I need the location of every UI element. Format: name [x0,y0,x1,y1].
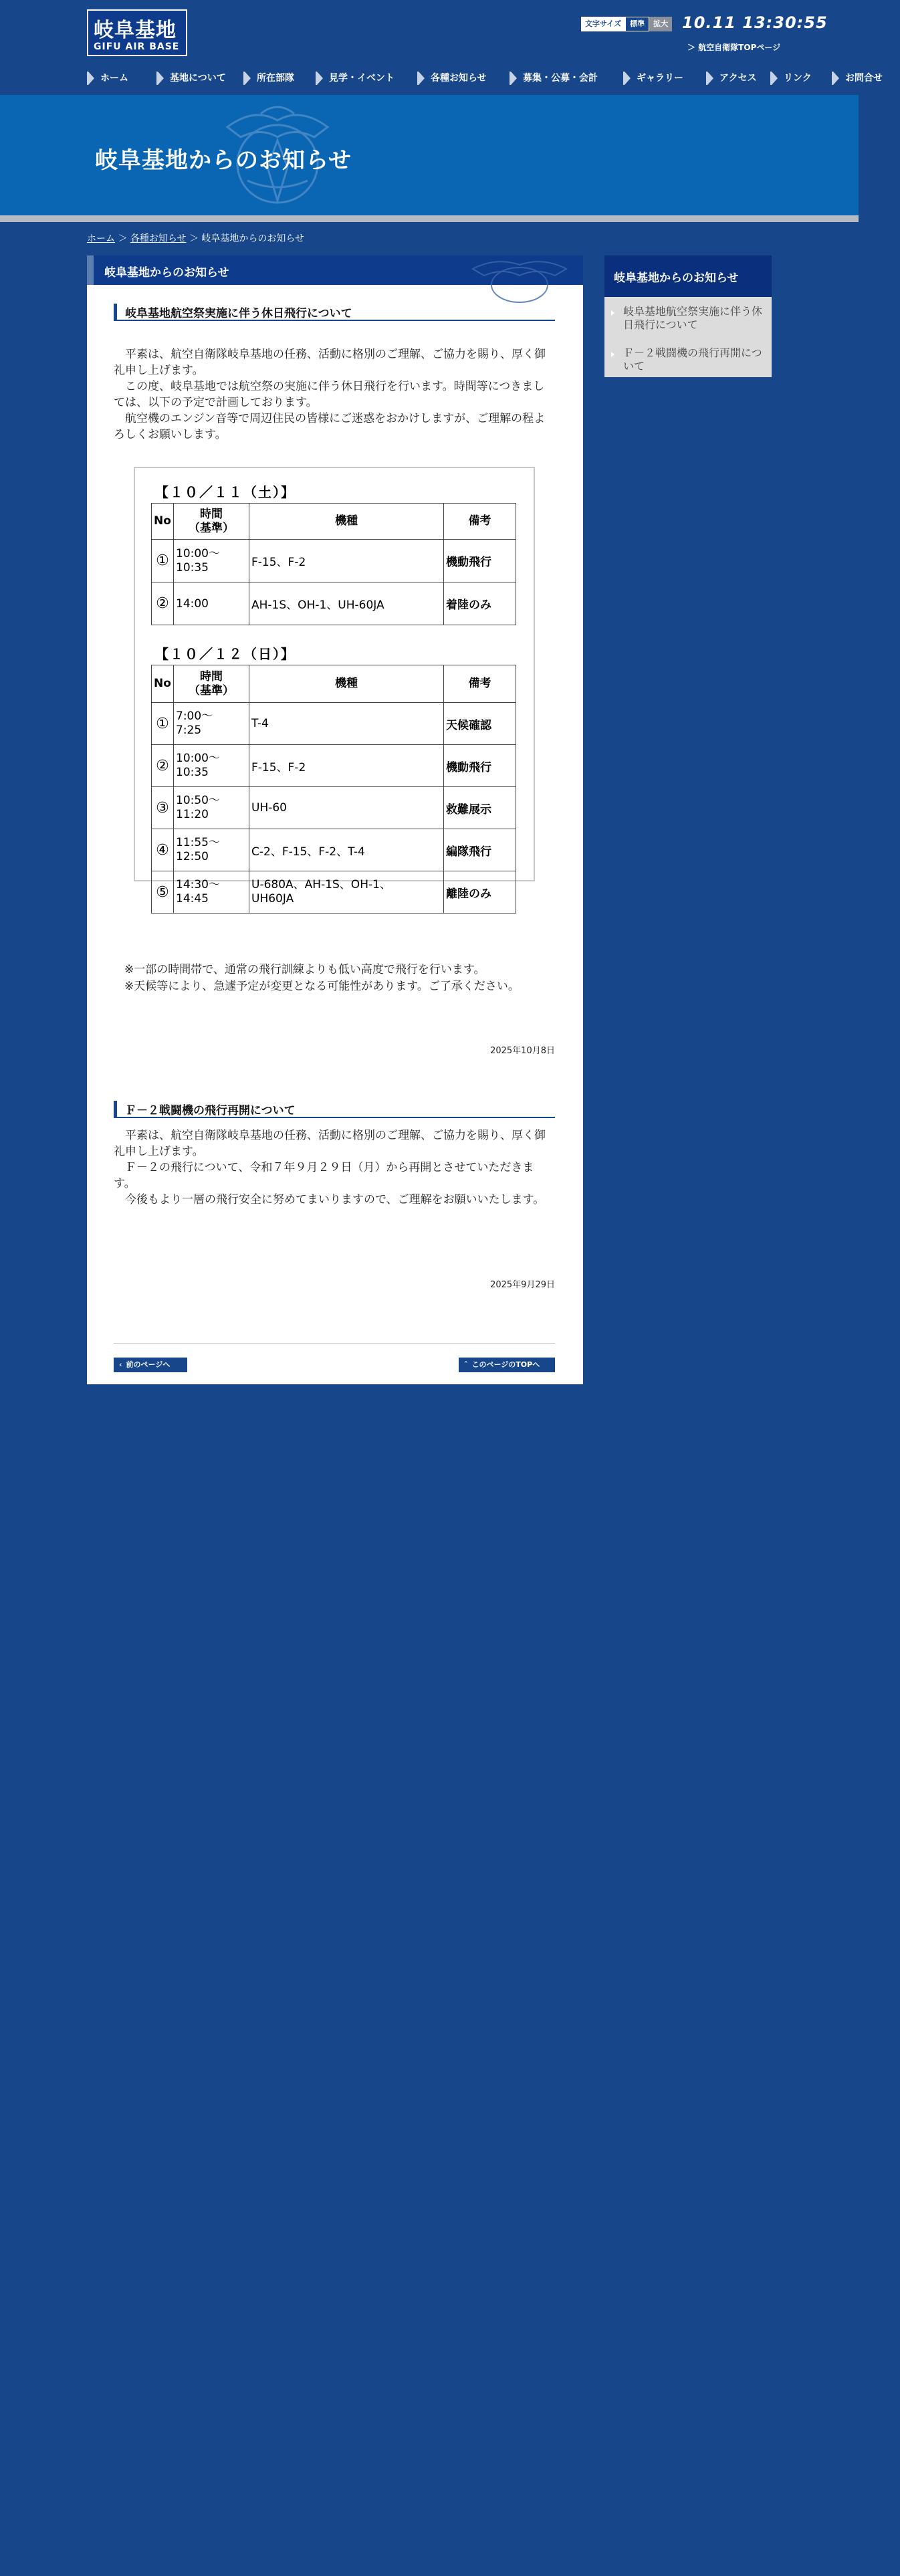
nav-notices[interactable] [417,70,510,87]
schedule-table [151,503,516,625]
side-menu-heading-text: 岐阜基地からのお知らせ [614,272,739,285]
nav-contact[interactable] [832,70,900,87]
main-content [87,255,583,1384]
breadcrumb-notices[interactable]: 各種お知らせ [130,233,187,244]
chevron-right-icon [611,352,614,357]
logo-english: GIFU AIR BASE [94,41,180,52]
note: ※天候等により、急遽予定が変更となる可能性があります。ご了承ください。 [124,980,520,993]
row-time: 7:00～ 7:25 [174,703,249,745]
col-header: 時間 （基準） [174,665,249,703]
side-menu-item-label: Ｆ－２戦闘機の飛行再開について [623,346,762,372]
side-menu-heading[interactable] [604,255,772,297]
logo-japanese: 岐阜基地 [94,19,177,42]
chevron-right-icon [245,72,251,85]
breadcrumb [87,231,304,245]
row-remark: 機動飛行 [444,540,516,582]
nav-label: アクセス [719,73,757,84]
row-aircraft: F-15、F-2 [249,745,444,787]
note: ※一部の時間帯で、通常の飛行訓練よりも低い高度で飛行を行います。 [124,963,485,976]
clock: 10.11 13:30:55 [682,13,828,32]
schedule-notes [124,962,552,995]
chevron-right-icon [833,72,839,85]
chevron-right-icon [88,72,94,85]
chevron-right-icon [317,72,323,85]
article-paragraph: Ｆ－２の飛行について、令和７年９月２９日（月）から再開とさせていただきます。 [114,1161,534,1190]
font-size-large-button[interactable]: 拡大 [649,17,672,31]
sdf-top-link[interactable]: ＞ 航空自衛隊TOPページ [687,43,781,52]
hero-title: 岐阜基地からのお知らせ [95,147,352,174]
table-row [152,871,516,914]
chevron-right-icon [158,72,164,85]
side-menu [604,255,772,377]
schedule-day-label: 【１０／１１（土）】 [155,484,296,500]
nav-label: リンク [784,73,812,84]
col-header: 機種 [249,665,444,703]
article-paragraph: この度、岐阜基地では航空祭の実施に伴う休日飛行を行います。時間等につきましては、以下の予定で計画しております。 [114,380,545,409]
page-top-label: このページのTOPへ [471,1360,540,1369]
article-date: 2025年9月29日 [490,1280,555,1290]
row-time: 10:00～ 10:35 [174,540,249,582]
article-paragraph: 平素は、航空自衛隊岐阜基地の任務、活動に格別のご理解、ご協力を賜り、厚く御礼申し上げます。 [114,1129,546,1158]
row-time: 10:50～ 11:20 [174,787,249,829]
row-no: ⑤ [152,871,174,914]
row-no: ③ [152,787,174,829]
nav-access[interactable] [706,70,770,87]
table-row [152,829,516,871]
hero-divider [0,215,859,222]
chevron-right-icon [611,310,614,316]
site-header [0,0,883,95]
article-title-text: 岐阜基地航空祭実施に伴う休日飛行について [125,307,352,320]
col-header: 機種 [249,504,444,540]
chevron-right-icon [419,72,425,85]
row-time: 14:30～ 14:45 [174,871,249,914]
row-aircraft: T-4 [249,703,444,745]
table-row [152,582,516,625]
nav-label: 募集・公募・会計 [523,73,598,84]
nav-label: ギャラリー [637,73,683,84]
prev-page-label: 前のページへ [126,1360,171,1369]
row-aircraft: F-15、F-2 [249,540,444,582]
article-body [114,346,555,443]
row-time: 10:00～ 10:35 [174,745,249,787]
font-size-switcher [581,17,672,31]
site-logo[interactable] [87,9,187,56]
flight-schedule [134,467,535,905]
row-time: 11:55～ 12:50 [174,829,249,871]
table-row [152,703,516,745]
row-no: ② [152,745,174,787]
side-menu-item[interactable] [604,346,772,373]
prev-page-button[interactable] [114,1358,187,1372]
font-size-label: 文字サイズ [581,17,625,31]
nav-label: 所在部隊 [257,73,294,84]
side-menu-list [604,297,772,377]
hero-banner [0,95,859,215]
page-top-button[interactable] [459,1358,555,1372]
article-title-text: Ｆ－２戦闘機の飛行再開について [125,1104,296,1117]
breadcrumb-current: 岐阜基地からのお知らせ [201,233,304,244]
row-remark: 天候確認 [444,703,516,745]
schedule-day-label: 【１０／１２（日）】 [155,646,296,662]
article-paragraph: 平素は、航空自衛隊岐阜基地の任務、活動に格別のご理解、ご協力を賜り、厚く御礼申し上げます。 [114,348,546,377]
nav-links[interactable] [770,70,832,87]
nav-gallery[interactable] [623,70,706,87]
row-remark: 離陸のみ [444,871,516,914]
col-header: 備考 [444,504,516,540]
global-nav [87,70,883,87]
side-menu-item-label: 岐阜基地航空祭実施に伴う休日飛行について [623,305,763,331]
divider [114,1343,555,1344]
nav-units[interactable] [243,70,316,87]
nav-label: 見学・イベント [329,73,395,84]
jasdf-emblem-icon [469,255,570,285]
main-heading-bar [87,255,583,285]
row-aircraft: C-2、F-15、F-2、T-4 [249,829,444,871]
article-date: 2025年10月8日 [490,1046,555,1056]
breadcrumb-home[interactable]: ホーム [87,233,115,244]
chevron-right-icon [707,72,713,85]
article-title [114,304,555,321]
table-row [152,787,516,829]
chevron-left-icon: ‹ [119,1360,122,1369]
col-header: No [152,665,174,703]
row-aircraft: U-680A、AH-1S、OH-1、 UH60JA [249,871,444,914]
nav-events[interactable] [316,70,417,87]
row-remark: 編隊飛行 [444,829,516,871]
table-row [152,540,516,582]
row-remark: 機動飛行 [444,745,516,787]
row-no: ① [152,703,174,745]
row-aircraft: UH-60 [249,787,444,829]
breadcrumb-sep: ＞ [118,233,128,244]
article-paragraph: 今後もより一層の飛行安全に努めてまいりますので、ご理解をお願いいたします。 [125,1193,545,1206]
nav-label: ホーム [100,73,128,84]
row-no: ④ [152,829,174,871]
chevron-right-icon [772,72,778,85]
chevron-right-icon [625,72,631,85]
nav-home[interactable] [87,70,156,87]
table-row [152,745,516,787]
nav-label: お問合せ [845,73,883,84]
row-no: ② [152,582,174,625]
chevron-right-icon [511,72,517,85]
breadcrumb-sep: ＞ [189,233,199,244]
nav-label: 基地について [170,73,226,84]
side-menu-item[interactable] [604,305,772,332]
font-size-standard-button[interactable]: 標準 [625,17,649,31]
article-title [114,1101,555,1118]
nav-label: 各種お知らせ [431,73,487,84]
col-header: 時間 （基準） [174,504,249,540]
col-header: No [152,504,174,540]
schedule-table [151,665,516,914]
row-remark: 救難展示 [444,787,516,829]
article-paragraph: 航空機のエンジン音等で周辺住民の皆様にご迷惑をおかけしますが、ご理解の程よろしくお願いします。 [114,412,546,441]
article-body [114,1128,555,1208]
row-aircraft: AH-1S、OH-1、UH-60JA [249,582,444,625]
row-no: ① [152,540,174,582]
row-time: 14:00 [174,582,249,625]
main-heading: 岐阜基地からのお知らせ [104,266,229,280]
col-header: 備考 [444,665,516,703]
chevron-up-icon: ˆ [464,1360,468,1369]
nav-recruit[interactable] [510,70,623,87]
nav-about[interactable] [156,70,243,87]
row-remark: 着陸のみ [444,582,516,625]
